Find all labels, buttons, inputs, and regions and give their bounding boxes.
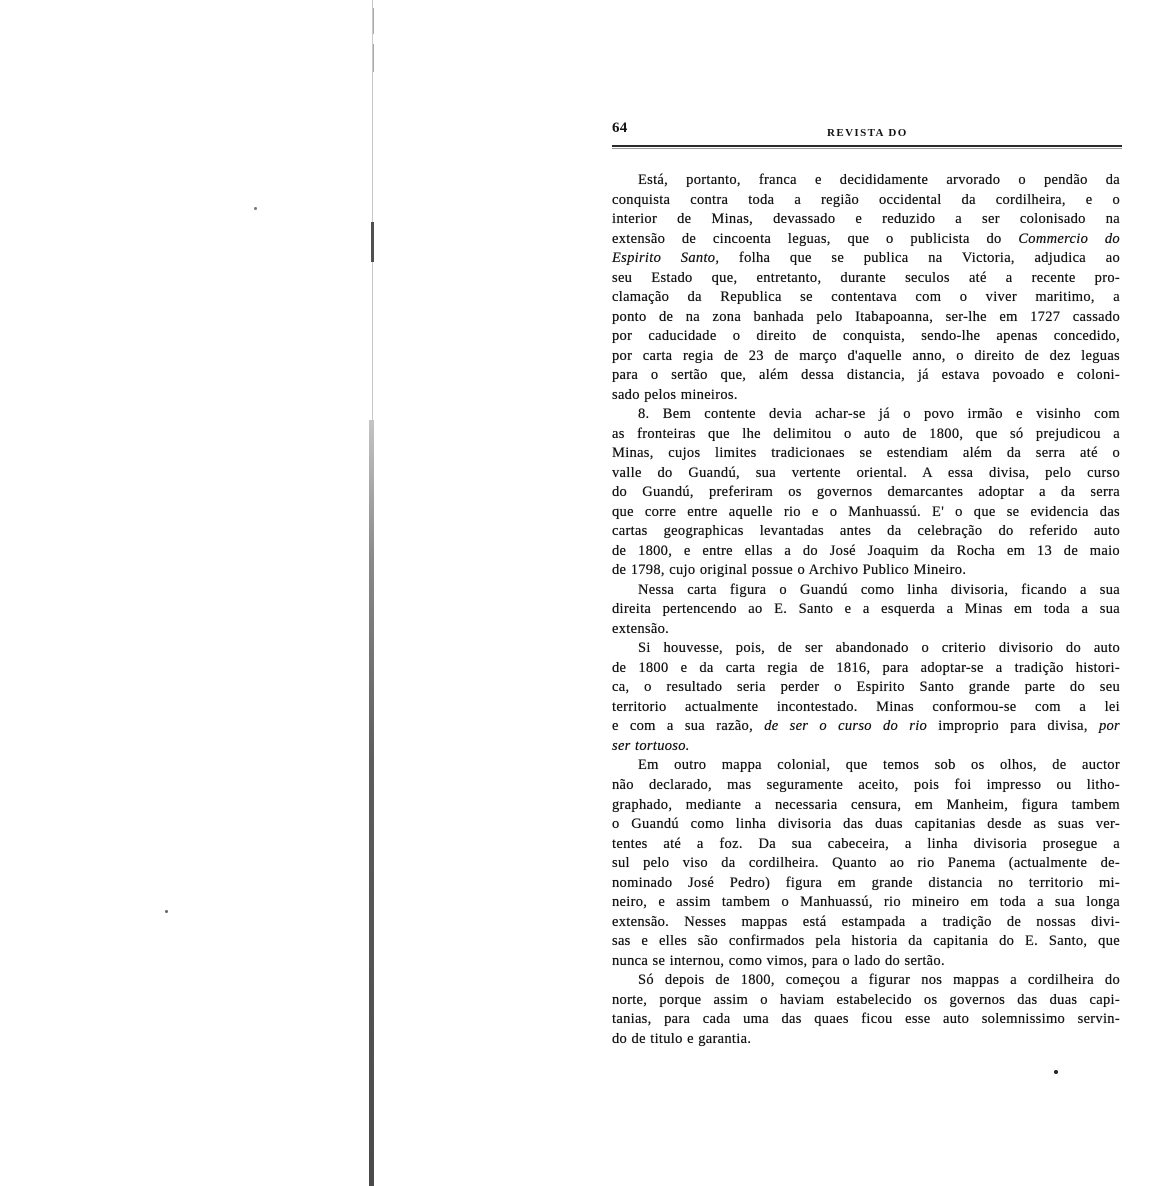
text-line	[612, 425, 1120, 445]
text-run: extensão.	[612, 620, 670, 637]
text-line	[612, 952, 1120, 972]
text-line	[612, 249, 1120, 269]
text-line	[612, 581, 1120, 601]
italic-text: Espirito Santo,	[612, 250, 720, 267]
text-line	[612, 327, 1120, 347]
gutter-mark	[373, 44, 374, 72]
text-line	[612, 874, 1120, 894]
paragraph	[612, 581, 1120, 640]
text-run: por caducidade o direito de conquista, sendo-lhe apenas concedido,	[612, 328, 1120, 345]
gutter-mark	[371, 222, 374, 262]
text-run: seu Estado que, entretanto, durante seculos até a recente pro-	[612, 269, 1120, 286]
text-run: conquista contra toda a região occidental da cordilheira, e o	[612, 191, 1120, 208]
text-run: extensão. Nesses mappas está estampada a tradição de nossas divi-	[612, 913, 1120, 930]
header-rule	[612, 148, 1122, 149]
text-line	[612, 932, 1120, 952]
paragraph	[612, 639, 1120, 756]
text-run: para o sertão que, além dessa distancia, já estava povoado e coloni-	[612, 367, 1120, 384]
text-run: graphado, mediante a necessaria censura, em Manheim, figura tambem	[612, 796, 1120, 813]
text-run: neiro, e assim tambem o Manhuassú, rio mineiro em toda a sua longa	[612, 894, 1120, 911]
text-line	[612, 464, 1120, 484]
italic-text: ser tortuoso.	[612, 737, 690, 754]
text-run: Nessa carta figura o Guandú como linha divisoria, ficando a sua	[638, 581, 1120, 598]
text-line	[612, 971, 1120, 991]
text-run: 8. Bem contente devia achar-se já o povo irmão e visinho com	[638, 406, 1120, 423]
text-run: nominado José Pedro) figura em grande distancia no territorio mi-	[612, 874, 1120, 891]
text-run: de 1798, cujo original possue o Archivo Publico Mineiro.	[612, 562, 967, 579]
text-line	[612, 893, 1120, 913]
text-run: Está, portanto, franca e decididamente arvorado o pendão da	[638, 172, 1120, 188]
text-line	[612, 405, 1120, 425]
text-run: sas e elles são confirmados pela historia da capitania do E. Santo, que	[612, 933, 1120, 950]
text-line	[612, 269, 1120, 289]
text-line	[612, 639, 1120, 659]
text-run: não declarado, mas seguramente aceito, pois foi impresso ou litho-	[612, 776, 1120, 793]
text-line	[612, 503, 1120, 523]
paragraph	[612, 971, 1120, 1049]
text-run: que corre entre aquelle rio e o Manhuassú. E' o que se evidencia das	[612, 503, 1120, 520]
text-line	[612, 444, 1120, 464]
text-line	[612, 308, 1120, 328]
text-run: Si houvesse, pois, de ser abandonado o criterio divisorio do auto	[638, 640, 1120, 657]
gutter-shadow	[369, 420, 374, 1186]
text-run: por carta regia de 23 de março d'aquelle anno, o direito de dez leguas	[612, 347, 1120, 364]
text-line	[612, 835, 1120, 855]
text-line	[612, 991, 1120, 1011]
text-run: ca, o resultado seria perder o Espirito Santo grande parte do seu	[612, 679, 1120, 696]
text-run: tentes até a foz. Da sua cabeceira, a linha divisoria prosegue a	[612, 835, 1120, 852]
text-run: folha que se publica na Victoria, adjudica ao	[719, 250, 1120, 267]
text-line	[612, 659, 1120, 679]
text-line	[612, 796, 1120, 816]
text-line	[612, 776, 1120, 796]
text-run: nunca se internou, como vimos, para o lado do sertão.	[612, 952, 945, 969]
text-run: e com a sua razão,	[612, 718, 765, 735]
text-line	[612, 698, 1120, 718]
header-rule	[612, 145, 1122, 147]
text-line	[612, 717, 1120, 737]
text-run: sul pelo viso da cordilheira. Quanto ao rio Panema (actualmente de-	[612, 855, 1120, 872]
text-line	[612, 678, 1120, 698]
page-number: 64	[612, 120, 628, 136]
text-line	[612, 737, 1120, 757]
text-line	[612, 288, 1120, 308]
text-line	[612, 347, 1120, 367]
paragraph	[612, 171, 1120, 405]
text-run: as fronteiras que lhe delimitou o auto de 1800, que só prejudicou a	[612, 425, 1120, 442]
text-line	[612, 522, 1120, 542]
text-run: de 1800, e entre ellas a do José Joaquim da Rocha em 13 de maio	[612, 542, 1120, 559]
text-line	[612, 366, 1120, 386]
text-line	[612, 913, 1120, 933]
text-line	[612, 483, 1120, 503]
text-run: norte, porque assim o haviam estabelecido os governos das duas capi-	[612, 991, 1120, 1008]
text-run: clamação da Republica se contentava com o viver maritimo, a	[612, 289, 1120, 306]
italic-text: de ser o curso do rio	[764, 718, 928, 735]
text-run: valle do Guandú, sua vertente oriental. A essa divisa, pelo curso	[612, 464, 1120, 481]
text-line	[612, 561, 1120, 581]
text-run: interior de Minas, devassado e reduzido a ser colonisado na	[612, 211, 1120, 228]
text-run: cartas geographicas levantadas antes da celebração do referido auto	[612, 523, 1120, 540]
text-line	[612, 210, 1120, 230]
gutter-mark	[373, 8, 374, 34]
text-line	[612, 542, 1120, 562]
running-title: REVISTA DO	[827, 127, 908, 139]
text-run: do de titulo e garantia.	[612, 1030, 752, 1047]
text-run: ponto de na zona banhada pelo Itabapoanna, ser-lhe em 1727 cassado	[612, 308, 1120, 325]
text-run: do Guandú, preferiram os governos demarcantes adoptar a da serra	[612, 484, 1120, 501]
text-line	[612, 600, 1120, 620]
text-line	[612, 171, 1120, 191]
text-line	[612, 191, 1120, 211]
text-run: extensão de cincoenta leguas, que o publicista do	[612, 230, 1019, 247]
body-text	[612, 171, 1120, 1049]
text-run: improprio para divisa,	[927, 718, 1099, 735]
text-line	[612, 386, 1120, 406]
text-line	[612, 620, 1120, 640]
text-run: sado pelos mineiros.	[612, 386, 738, 403]
text-line	[612, 854, 1120, 874]
text-run: Minas, cujos limites tradicionaes se estendiam além da serra até o	[612, 445, 1120, 462]
speck	[165, 910, 168, 913]
speck	[1054, 1070, 1058, 1074]
text-run: direita pertencendo ao E. Santo e a esquerda a Minas em toda a sua	[612, 601, 1120, 618]
text-run: o Guandú como linha divisoria das duas capitanias desde as suas ver-	[612, 816, 1120, 833]
speck	[254, 207, 257, 210]
italic-text: Commercio do	[1018, 230, 1120, 247]
text-run: Em outro mappa colonial, que temos sob os olhos, de auctor	[638, 757, 1120, 774]
italic-text: por	[1098, 718, 1120, 735]
text-run: Só depois de 1800, começou a figurar nos mappas a cordilheira do	[638, 972, 1120, 989]
text-run: tanias, para cada uma das quaes ficou esse auto solemnissimo servin-	[612, 1011, 1120, 1028]
text-line	[612, 1010, 1120, 1030]
text-run: de 1800 e da carta regia de 1816, para adoptar-se a tradição histori-	[612, 659, 1120, 676]
text-line	[612, 815, 1120, 835]
text-run: territorio actualmente incontestado. Minas conformou-se com a lei	[612, 698, 1120, 715]
paragraph	[612, 756, 1120, 971]
text-line	[612, 230, 1120, 250]
text-line	[612, 1030, 1120, 1050]
text-line	[612, 756, 1120, 776]
paragraph	[612, 405, 1120, 581]
